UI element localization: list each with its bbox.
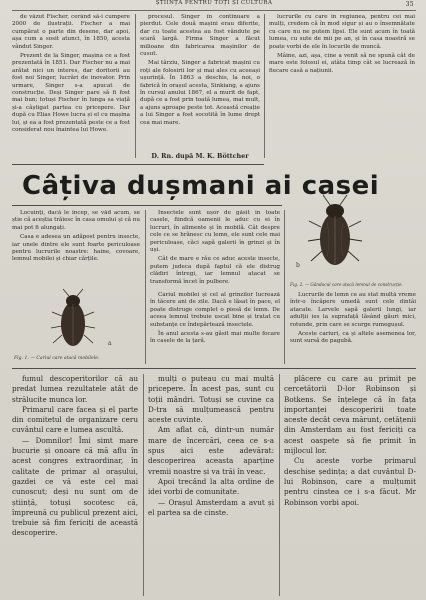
author-signature: D. Rn. după M. K. Böttcher: [151, 152, 249, 160]
paragraph: Cariul mobilei și cel al grinzilor lucrează în tăcere ani de zile. Dacă e lăsat în pace, el poate distruge complet o piesă de lemn. De aceea lemnul trebuie uscat bine și tratat cu substanțe ce îndepărtează insectele.: [150, 292, 280, 328]
furniture-beetle-illustration: [47, 288, 99, 352]
paragraph: — Orașul Amsterdam a avut și el partea sa de cinste.: [148, 497, 274, 517]
running-header: [12, 0, 416, 11]
lower-column-2: [148, 374, 274, 596]
paragraph: de văzut Fischer, cerând să-i cumpere 2000 de ilustrații. Fischer a mai cumpărat o parte din desene, dar apoi, așa cum a sosit atunci, în 1850, acesta vândut Singer.: [12, 14, 130, 50]
column-divider: [284, 210, 285, 364]
article-title: Câțiva dușmani ai casei: [22, 171, 380, 201]
figure-letter: b: [296, 262, 300, 269]
paragraph: plăcere cu care au primit pe cercetătorii D-lor Robinson și Botkens. Se înțelege că în fața importanței descoperirii toate aceste decât ceva mărunt, cetățenii din Amsterdam au fost fericiți ca acest oaspete să fie primit în mijlocul lor.: [284, 374, 416, 456]
paragraph: lucrurile cu care în regiunea, pentru cei mai mulți, credem că în mod sigur și au o însemnătate cu care nu ne putem lipsi. Ele sunt acum în toată lumea, cu sute de mii pe an, și în casa noastră se poate vorbi de ele în locurile de muncă.: [269, 14, 415, 50]
lower-column-3: [284, 374, 416, 596]
paragraph: fumul descoperitorilor că au predat lumea rezultatele atât de strălucite munca lor.: [12, 374, 138, 404]
lower-column-1: [12, 374, 138, 596]
paragraph: mulți o puteau cu mai multă pricepere. În acest pas, sunt cu toții mândri. Totuși se cuvine ca D-tra să mulțumească pentru aceste cuvinte.: [148, 374, 274, 425]
column-divider: [145, 210, 146, 364]
paragraph: Primarul care facea și el parte din comitetul de organizare ceru cuvântul care e lumea ascultă.: [12, 404, 138, 435]
article-right-column: [290, 292, 416, 366]
paragraph: Casa e adesea un adăpost pentru insecte, iar unele dintre ele sunt foarte periculoase pentru lucrurile noastre: haine, covoare, lemnul mobilei și chiar cărțile.: [12, 234, 140, 263]
column-divider: [264, 14, 265, 158]
paragraph: Cu aceste vorbe primarul deschise ședința; a dat cuvântul D-lui Robinson, care a mulțumit pentru cinstea ce i s-a făcut. Mr Robinson vorbi apoi.: [284, 456, 416, 507]
paragraph: Lucrurile de lemn ce au stat multă vreme într-o încăpere umedă sunt cele dintâi atacate. Larvele sapă galerii lungi, iar adulții ies la suprafață lăsând găuri mici, rotunde, prin care se scurge rumegușul.: [290, 292, 416, 328]
column-divider: [279, 374, 280, 596]
title-rule-top: [12, 164, 264, 165]
paragraph: În anul acesta s-au găsit mai multe focare în casele de la țară.: [150, 331, 280, 345]
paragraph: Prezent de la Singer, mașina ce a fost prezentată în 1851. Dar Fischer nu a mai arătat nici un interes, dar doritorii au fost noi Singer, lucrări de inovator. Prin urmare, Singer s-a apucat de construcție. Deși Singer pare să fi fost mai bun; totuși Fischer în lunga sa viață și-a câștigat partea cu pricepere. Dar după cu Elias Howe lucra și el cu mașina lui, și ea a fost prezentată peste ce a fost considerat nou înaintea lui Howe.: [12, 53, 130, 134]
figure-letter: a: [108, 340, 112, 347]
top-column-1: [12, 14, 130, 160]
paragraph: — Domnilor! Îmi simt mare bucurie și onoare că mă aflu în acest congres extraordinar, în calitate de primar al orașului, gazdei ce vă este cel mai cunoscut; deși nu sunt om de știință, totuși socotesc că, împreună cu publicul prezent aici, trebuie să fim fericiți de această descoperire.: [12, 435, 138, 538]
page-number: 35: [405, 1, 414, 8]
paragraph: Insectele sunt ușor de găsit în toate casele, fiindcă oamenii le aduc cu ei în lucruri, în alimente și în mobilă. Cât despre cele ce se hrănesc cu lemn, ele sunt cele mai periculoase, căci sapă galerii în grinzi și în uși.: [150, 210, 280, 254]
wood-beetle-illustration: [305, 193, 365, 273]
paragraph: Am aflat că, dintr-un număr mare de încercări, ceea ce s-a spus aici este adevărat: descoperirea aceasta aparține vremii noastre și va trăi în veac.: [148, 425, 274, 476]
top-column-2: [140, 14, 260, 152]
figure-1-caption: Fig. 1. — Cariul care atacă mobilele.: [14, 356, 100, 361]
figure-2-caption: Fig. 2. — Gândacul care atacă lemnul de construcție.: [290, 282, 403, 287]
article-mid-right: [150, 292, 280, 364]
paragraph: Aceste cariuri, ca și altele asemenea lor, sunt sursă de pagubă.: [290, 331, 416, 345]
article-intro-left: [12, 210, 140, 284]
running-title: ȘTIINȚA PENTRU TOȚI ȘI CULTURA: [155, 0, 273, 6]
top-column-3: [269, 14, 415, 160]
paragraph: procesul. Singer în continuare a pierdut. Cele două mașini erau diferite, dar cu toate acestea au fost vândute pe scară largă. Firma Singer a făcut milioane din fabricarea mașinilor de cusut.: [140, 14, 260, 58]
article-intro-right: [150, 210, 280, 290]
paragraph: Apoi trecând la alta ordine de idei vorbi de comunitate.: [148, 476, 274, 497]
paragraph: Cât de mare e rău ce aduc aceste insecte, putem judeca după faptul că ele distrug clădiri întregi, iar lemnul atacat se transformă încet în pulbere.: [150, 256, 280, 285]
paragraph: Locuinți, dacă le încep, se văd acum, se știe că aceștia trăiesc în casa omului și că nu mai pot fi alungați.: [12, 210, 140, 231]
column-divider: [135, 14, 136, 158]
paragraph: Mâine, azi, așa, cine a venit să ne spună cât de mare este folosul ei, atâta timp cât se lucrează în fiecare casă a națiunii.: [269, 53, 415, 74]
column-divider: [143, 374, 144, 596]
paragraph: Mai târziu, Singer a fabricat mașini cu roți ale folosirii lor și mai ales cu aceeași ușurință. În 1863 a deschis, la noi, o fabrică în orașul acesta, Sinkiang, a ajuns în cursul anului 1867, el a murit de fapt, după ce a fost prin toată lumea, mai mult, a ajuns aproape peste tot. Această creație a lui Singer a fost socotită în lume drept cea mai mare.: [140, 60, 260, 126]
title-rule-bottom: [12, 205, 282, 206]
section-rule: [12, 368, 416, 369]
